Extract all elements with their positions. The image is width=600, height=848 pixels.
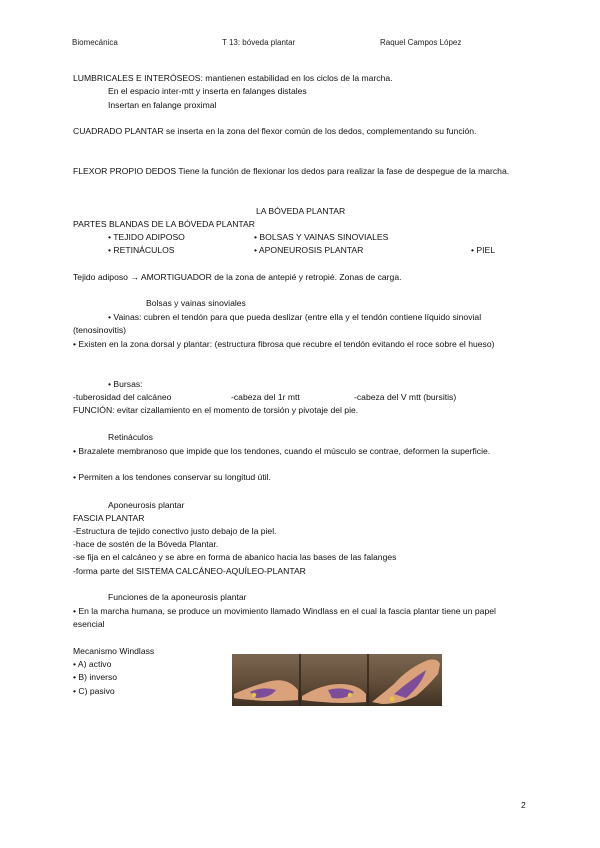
list-item: • A) activo — [73, 659, 112, 669]
partes-blandas-heading: PARTES BLANDAS DE LA BÓVEDA PLANTAR — [73, 219, 255, 229]
list-item: • BOLSAS Y VAINAS SINOVIALES — [254, 232, 389, 242]
list-item: • B) inverso — [73, 672, 118, 682]
bursa-item: -tuberosidad del calcáneo — [73, 392, 172, 402]
retinaculos-heading: Retináculos — [108, 432, 153, 442]
tejido-adiposo-line: Tejido adiposo → AMORTIGUADOR de la zona de antepié y retropié. Zonas de carga. — [73, 272, 402, 282]
vainas-paragraph: • Vainas: cubren el tendón para que pueda deslizar (entre ella y el tendón contiene líquido sinovial (tenosinovitis) — [73, 312, 482, 335]
list-item: • TEJIDO ADIPOSO — [108, 232, 185, 242]
list-item: • C) pasivo — [73, 686, 115, 696]
cuadrado-plantar-paragraph: CUADRADO PLANTAR se inserta en la zona del flexor común de los dedos, complementando su función. — [73, 126, 477, 136]
header-left: Biomecánica — [72, 38, 118, 47]
bursas-label: • Bursas: — [108, 379, 143, 389]
windlass-photo — [232, 654, 442, 706]
permiten-line: • Permiten a los tendones conservar su longitud útil. — [73, 472, 271, 482]
header-center: T 13: bóveda plantar — [222, 38, 296, 47]
fascia-line: -hace de sostén de la Bóveda Plantar. — [73, 539, 219, 549]
lumbricales-line-2: Insertan en falange proximal — [108, 100, 217, 110]
existen-paragraph: • Existen en la zona dorsal y plantar: (estructura fibrosa que recubre el tendón evitando el roce sobre el hueso) — [73, 339, 495, 349]
bolsas-heading: Bolsas y vainas sinoviales — [146, 298, 246, 308]
section-title: LA BÓVEDA PLANTAR — [256, 206, 346, 216]
funcion-line: FUNCIÓN: evitar cizallamiento en el momento de torsión y pivotaje del pie. — [73, 405, 359, 415]
mecanismo-heading: Mecanismo Windlass — [73, 646, 155, 656]
fascia-heading: FASCIA PLANTAR — [73, 513, 145, 523]
list-item: • RETINÁCULOS — [108, 245, 175, 255]
aponeurosis-heading: Aponeurosis plantar — [108, 500, 185, 510]
page-number: 2 — [521, 800, 526, 810]
header-right: Raquel Campos López — [380, 38, 462, 47]
list-item: • PIEL — [471, 245, 496, 255]
funciones-heading: Funciones de la aponeurosis plantar — [108, 592, 247, 602]
bursa-item: -cabeza del V mtt (bursitis) — [354, 392, 457, 402]
list-item: • APONEUROSIS PLANTAR — [254, 245, 364, 255]
lumbricales-line-1: En el espacio inter-mtt y inserta en falanges distales — [108, 86, 307, 96]
feet-illustration — [232, 654, 442, 706]
bursa-item: -cabeza del 1r mtt — [231, 392, 300, 402]
lumbricales-heading: LUMBRICALES E INTERÓSEOS: mantienen estabilidad en los ciclos de la marcha. — [73, 73, 393, 83]
fascia-line: -forma parte del SISTEMA CALCÁNEO-AQUÍLEO-PLANTAR — [73, 566, 306, 576]
flexor-propio-paragraph: FLEXOR PROPIO DEDOS Tiene la función de flexionar los dedos para realizar la fase de despegue de la marcha. — [73, 166, 510, 176]
fascia-line: -se fija en el calcáneo y se abre en forma de abanico hacia las bases de las falanges — [73, 552, 397, 562]
windlass-paragraph: • En la marcha humana, se produce un movimiento llamado Windlass en el cual la fascia plantar tiene un papel esencial — [73, 606, 496, 629]
brazalete-paragraph: • Brazalete membranoso que impide que los tendones, cuando el músculo se contrae, deformen la superficie. — [73, 446, 491, 456]
fascia-line: -Estructura de tejido conectivo justo debajo de la piel. — [73, 526, 277, 536]
